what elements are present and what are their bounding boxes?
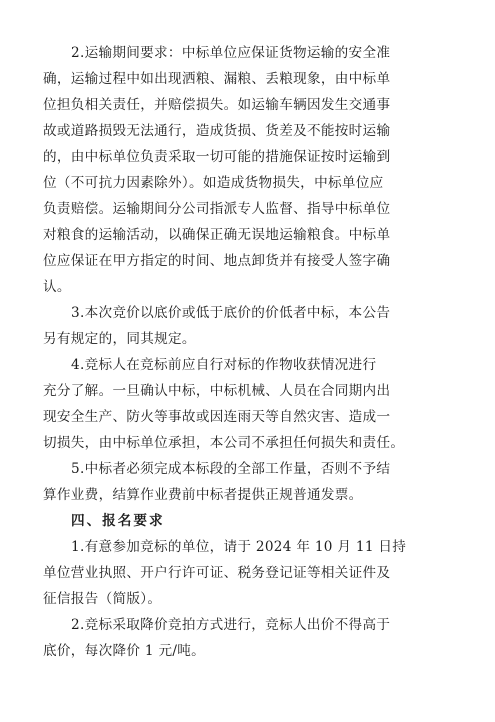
paragraph-line: 4.竞标人在竞标前应自行对标的作物收获情况进行: [71, 357, 377, 373]
paragraph-line: 2.竞标采取降价竞拍方式进行，竞标人出价不得高于: [71, 617, 391, 633]
paragraph-line: 位（不可抗力因素除外）。如造成货物损失，中标单位应: [43, 175, 384, 191]
paragraph-line: 算作业费，结算作业费前中标者提供正规普通发票。: [43, 487, 363, 503]
paragraph-line: 位应保证在甲方指定的时间、地点卸货并有接受人签字确: [43, 253, 391, 269]
paragraph-line: 2.运输期间要求：中标单位应保证货物运输的安全准: [71, 45, 391, 61]
paragraph-line: 故或道路损毁无法通行，造成货损、货差及不能按时运输: [43, 123, 391, 139]
paragraph-line: 5.中标者必须完成本标段的全部工作量，否则不予结: [71, 461, 391, 477]
paragraph-line: 征信报告（简版）。: [43, 591, 162, 607]
section-heading: 四、报名要求: [71, 513, 165, 529]
paragraph-line: 认。: [43, 279, 71, 295]
paragraph-line: 负责赔偿。运输期间分公司指派专人监督、指导中标单位: [43, 201, 391, 217]
paragraph-line: 现安全生产、防火等事故或因连雨天等自然灾害、造成一: [43, 409, 391, 425]
paragraph-line: 充分了解。一旦确认中标，中标机械、人员在合同期内出: [43, 383, 391, 399]
paragraph-line: 底价，每次降价 1 元/吨。: [43, 643, 206, 659]
paragraph-line: 单位营业执照、开户行许可证、税务登记证等相关证件及: [43, 565, 391, 581]
paragraph-line: 3.本次竞价以底价或低于底价的价低者中标，本公告: [71, 305, 391, 321]
paragraph-line: 位担负相关责任，并赔偿损失。如运输车辆因发生交通事: [43, 97, 391, 113]
paragraph-line: 确，运输过程中如出现洒粮、漏粮、丢粮现象，由中标单: [43, 71, 391, 87]
paragraph-line: 切损失，由中标单位承担，本公司不承担任何损失和责任。: [43, 435, 405, 451]
paragraph-line: 的，由中标单位负责采取一切可能的措施保证按时运输到: [43, 149, 391, 165]
paragraph-line: 对粮食的运输活动，以确保正确无误地运输粮食。中标单: [43, 227, 391, 243]
paragraph-line: 1.有意参加竞标的单位，请于 2024 年 10 月 11 日持: [71, 539, 407, 555]
paragraph-line: 另有规定的，同其规定。: [43, 331, 196, 347]
